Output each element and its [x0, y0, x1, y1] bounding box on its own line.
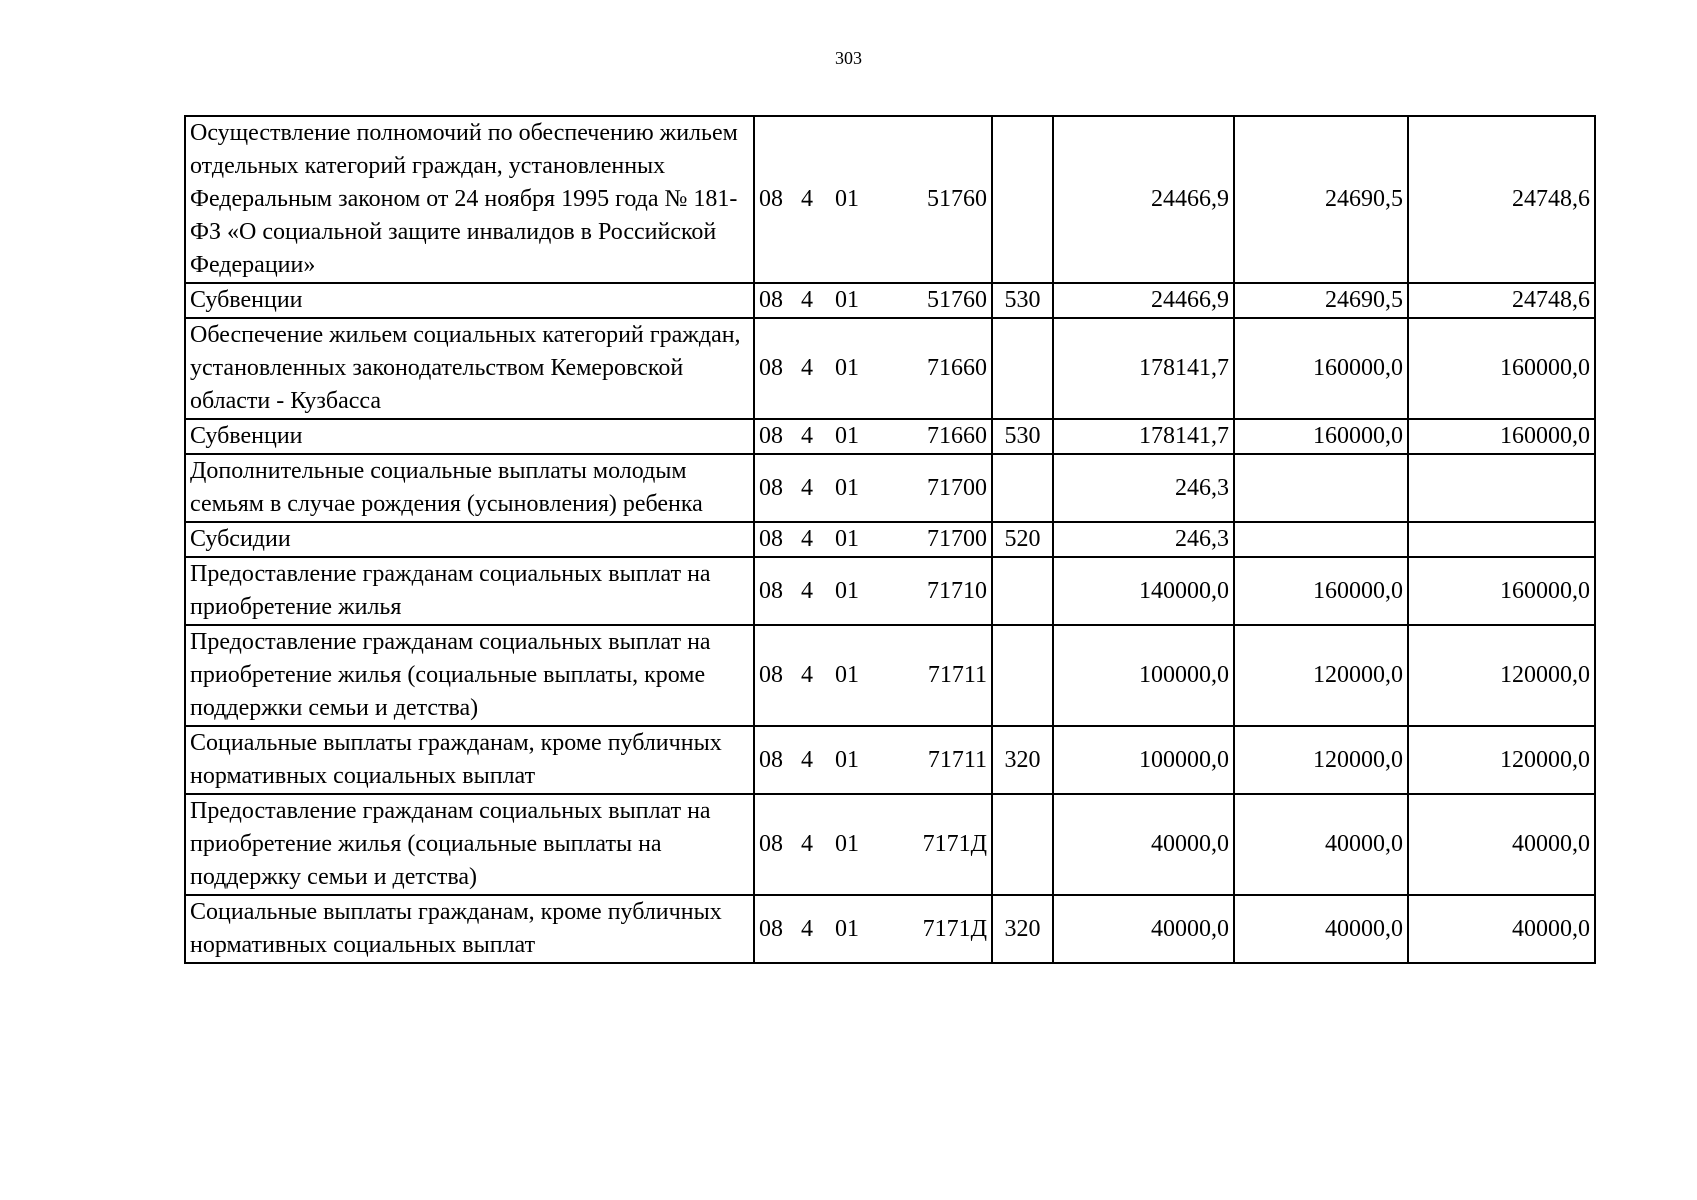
row-amount-year2: 120000,0 — [1234, 625, 1408, 726]
row-amount-year2: 40000,0 — [1234, 895, 1408, 963]
code-section: 08 — [759, 662, 783, 688]
row-expense-type: 530 — [992, 419, 1053, 454]
row-amount-year2: 160000,0 — [1234, 419, 1408, 454]
code-section: 08 — [759, 186, 783, 212]
row-amount-year2 — [1234, 522, 1408, 557]
code-subprogram: 01 — [835, 186, 859, 212]
code-subprogram: 01 — [835, 474, 859, 501]
row-name: Дополнительные социальные выплаты молодым семьям в случае рождения (усыновления) ребенка — [185, 454, 754, 522]
code-program: 4 — [801, 423, 813, 449]
code-section: 08 — [759, 474, 783, 501]
row-code — [754, 522, 992, 557]
row-amount-year3 — [1408, 522, 1595, 557]
code-subprogram: 01 — [835, 662, 859, 688]
row-name: Субвенции — [185, 419, 754, 454]
row-amount-year2: 40000,0 — [1234, 794, 1408, 895]
code-section: 08 — [759, 915, 783, 942]
code-program: 4 — [801, 474, 813, 501]
row-amount-year1: 140000,0 — [1053, 557, 1234, 625]
row-expense-type: 320 — [992, 726, 1053, 794]
row-amount-year1: 100000,0 — [1053, 726, 1234, 794]
code-subprogram: 01 — [835, 526, 859, 552]
code-direction: 71711 — [927, 662, 987, 688]
row-amount-year3: 160000,0 — [1408, 318, 1595, 419]
row-code — [754, 794, 992, 895]
code-section: 08 — [759, 831, 783, 857]
code-section: 08 — [759, 577, 783, 604]
row-code — [754, 895, 992, 963]
table-row — [185, 419, 1595, 454]
code-direction: 71700 — [927, 526, 987, 552]
table-row — [185, 726, 1595, 794]
page-number: 303 — [835, 48, 862, 68]
row-amount-year2: 160000,0 — [1234, 557, 1408, 625]
row-name: Осуществление полномочий по обеспечению жильем отдельных категорий граждан, установленных Федеральным законом от 24 ноября 1995 года № 181-ФЗ «О социальной защите инвалидов в Российской Федерации» — [185, 116, 754, 283]
code-direction: 71700 — [927, 474, 987, 501]
row-amount-year1: 178141,7 — [1053, 419, 1234, 454]
row-amount-year1: 24466,9 — [1053, 283, 1234, 318]
row-amount-year3: 120000,0 — [1408, 625, 1595, 726]
row-amount-year2 — [1234, 454, 1408, 522]
row-code — [754, 557, 992, 625]
code-subprogram: 01 — [835, 577, 859, 604]
code-program: 4 — [801, 746, 813, 773]
row-code — [754, 283, 992, 318]
code-direction: 71711 — [927, 746, 987, 773]
table-row — [185, 895, 1595, 963]
row-expense-type — [992, 318, 1053, 419]
row-expense-type — [992, 454, 1053, 522]
row-amount-year3: 160000,0 — [1408, 557, 1595, 625]
code-subprogram: 01 — [835, 746, 859, 773]
row-amount-year1: 246,3 — [1053, 454, 1234, 522]
code-direction: 71660 — [927, 355, 987, 381]
row-name: Предоставление гражданам социальных выплат на приобретение жилья — [185, 557, 754, 625]
code-direction: 7171Д — [922, 915, 987, 942]
code-section: 08 — [759, 355, 783, 381]
row-name: Социальные выплаты гражданам, кроме публичных нормативных социальных выплат — [185, 726, 754, 794]
code-section: 08 — [759, 423, 783, 449]
row-amount-year3: 40000,0 — [1408, 794, 1595, 895]
row-name: Социальные выплаты гражданам, кроме публичных нормативных социальных выплат — [185, 895, 754, 963]
row-amount-year1: 40000,0 — [1053, 794, 1234, 895]
code-program: 4 — [801, 915, 813, 942]
code-program: 4 — [801, 662, 813, 688]
code-direction: 71710 — [927, 577, 987, 604]
code-program: 4 — [801, 287, 813, 313]
row-amount-year2: 24690,5 — [1234, 283, 1408, 318]
row-amount-year1: 100000,0 — [1053, 625, 1234, 726]
row-name: Предоставление гражданам социальных выплат на приобретение жилья (социальные выплаты, кроме поддержки семьи и детства) — [185, 625, 754, 726]
row-code — [754, 726, 992, 794]
code-section: 08 — [759, 746, 783, 773]
budget-table — [184, 115, 1596, 964]
code-direction: 51760 — [927, 287, 987, 313]
row-code — [754, 454, 992, 522]
row-amount-year1: 24466,9 — [1053, 116, 1234, 283]
row-amount-year3: 40000,0 — [1408, 895, 1595, 963]
table-row — [185, 454, 1595, 522]
table-row — [185, 116, 1595, 283]
code-section: 08 — [759, 526, 783, 552]
code-subprogram: 01 — [835, 355, 859, 381]
row-expense-type — [992, 794, 1053, 895]
table-row — [185, 625, 1595, 726]
code-subprogram: 01 — [835, 287, 859, 313]
row-code — [754, 419, 992, 454]
row-amount-year1: 178141,7 — [1053, 318, 1234, 419]
row-expense-type — [992, 557, 1053, 625]
row-amount-year2: 24690,5 — [1234, 116, 1408, 283]
row-amount-year2: 160000,0 — [1234, 318, 1408, 419]
row-name: Обеспечение жильем социальных категорий граждан, установленных законодательством Кемеровской области - Кузбасса — [185, 318, 754, 419]
table-row — [185, 794, 1595, 895]
row-expense-type: 530 — [992, 283, 1053, 318]
table-row — [185, 318, 1595, 419]
row-amount-year3: 120000,0 — [1408, 726, 1595, 794]
code-program: 4 — [801, 526, 813, 552]
code-direction: 7171Д — [922, 831, 987, 857]
row-expense-type — [992, 116, 1053, 283]
code-subprogram: 01 — [835, 423, 859, 449]
row-code — [754, 116, 992, 283]
row-code — [754, 625, 992, 726]
code-program: 4 — [801, 186, 813, 212]
row-name: Предоставление гражданам социальных выплат на приобретение жилья (социальные выплаты на поддержку семьи и детства) — [185, 794, 754, 895]
code-program: 4 — [801, 577, 813, 604]
row-name: Субсидии — [185, 522, 754, 557]
code-direction: 71660 — [927, 423, 987, 449]
row-amount-year1: 40000,0 — [1053, 895, 1234, 963]
row-name: Субвенции — [185, 283, 754, 318]
table-row — [185, 522, 1595, 557]
code-subprogram: 01 — [835, 915, 859, 942]
code-section: 08 — [759, 287, 783, 313]
row-amount-year3 — [1408, 454, 1595, 522]
code-subprogram: 01 — [835, 831, 859, 857]
row-amount-year3: 24748,6 — [1408, 283, 1595, 318]
row-code — [754, 318, 992, 419]
row-amount-year1: 246,3 — [1053, 522, 1234, 557]
code-program: 4 — [801, 355, 813, 381]
code-program: 4 — [801, 831, 813, 857]
row-expense-type: 320 — [992, 895, 1053, 963]
row-expense-type — [992, 625, 1053, 726]
table-row — [185, 557, 1595, 625]
row-expense-type: 520 — [992, 522, 1053, 557]
row-amount-year3: 160000,0 — [1408, 419, 1595, 454]
table-row — [185, 283, 1595, 318]
code-direction: 51760 — [927, 186, 987, 212]
row-amount-year3: 24748,6 — [1408, 116, 1595, 283]
row-amount-year2: 120000,0 — [1234, 726, 1408, 794]
